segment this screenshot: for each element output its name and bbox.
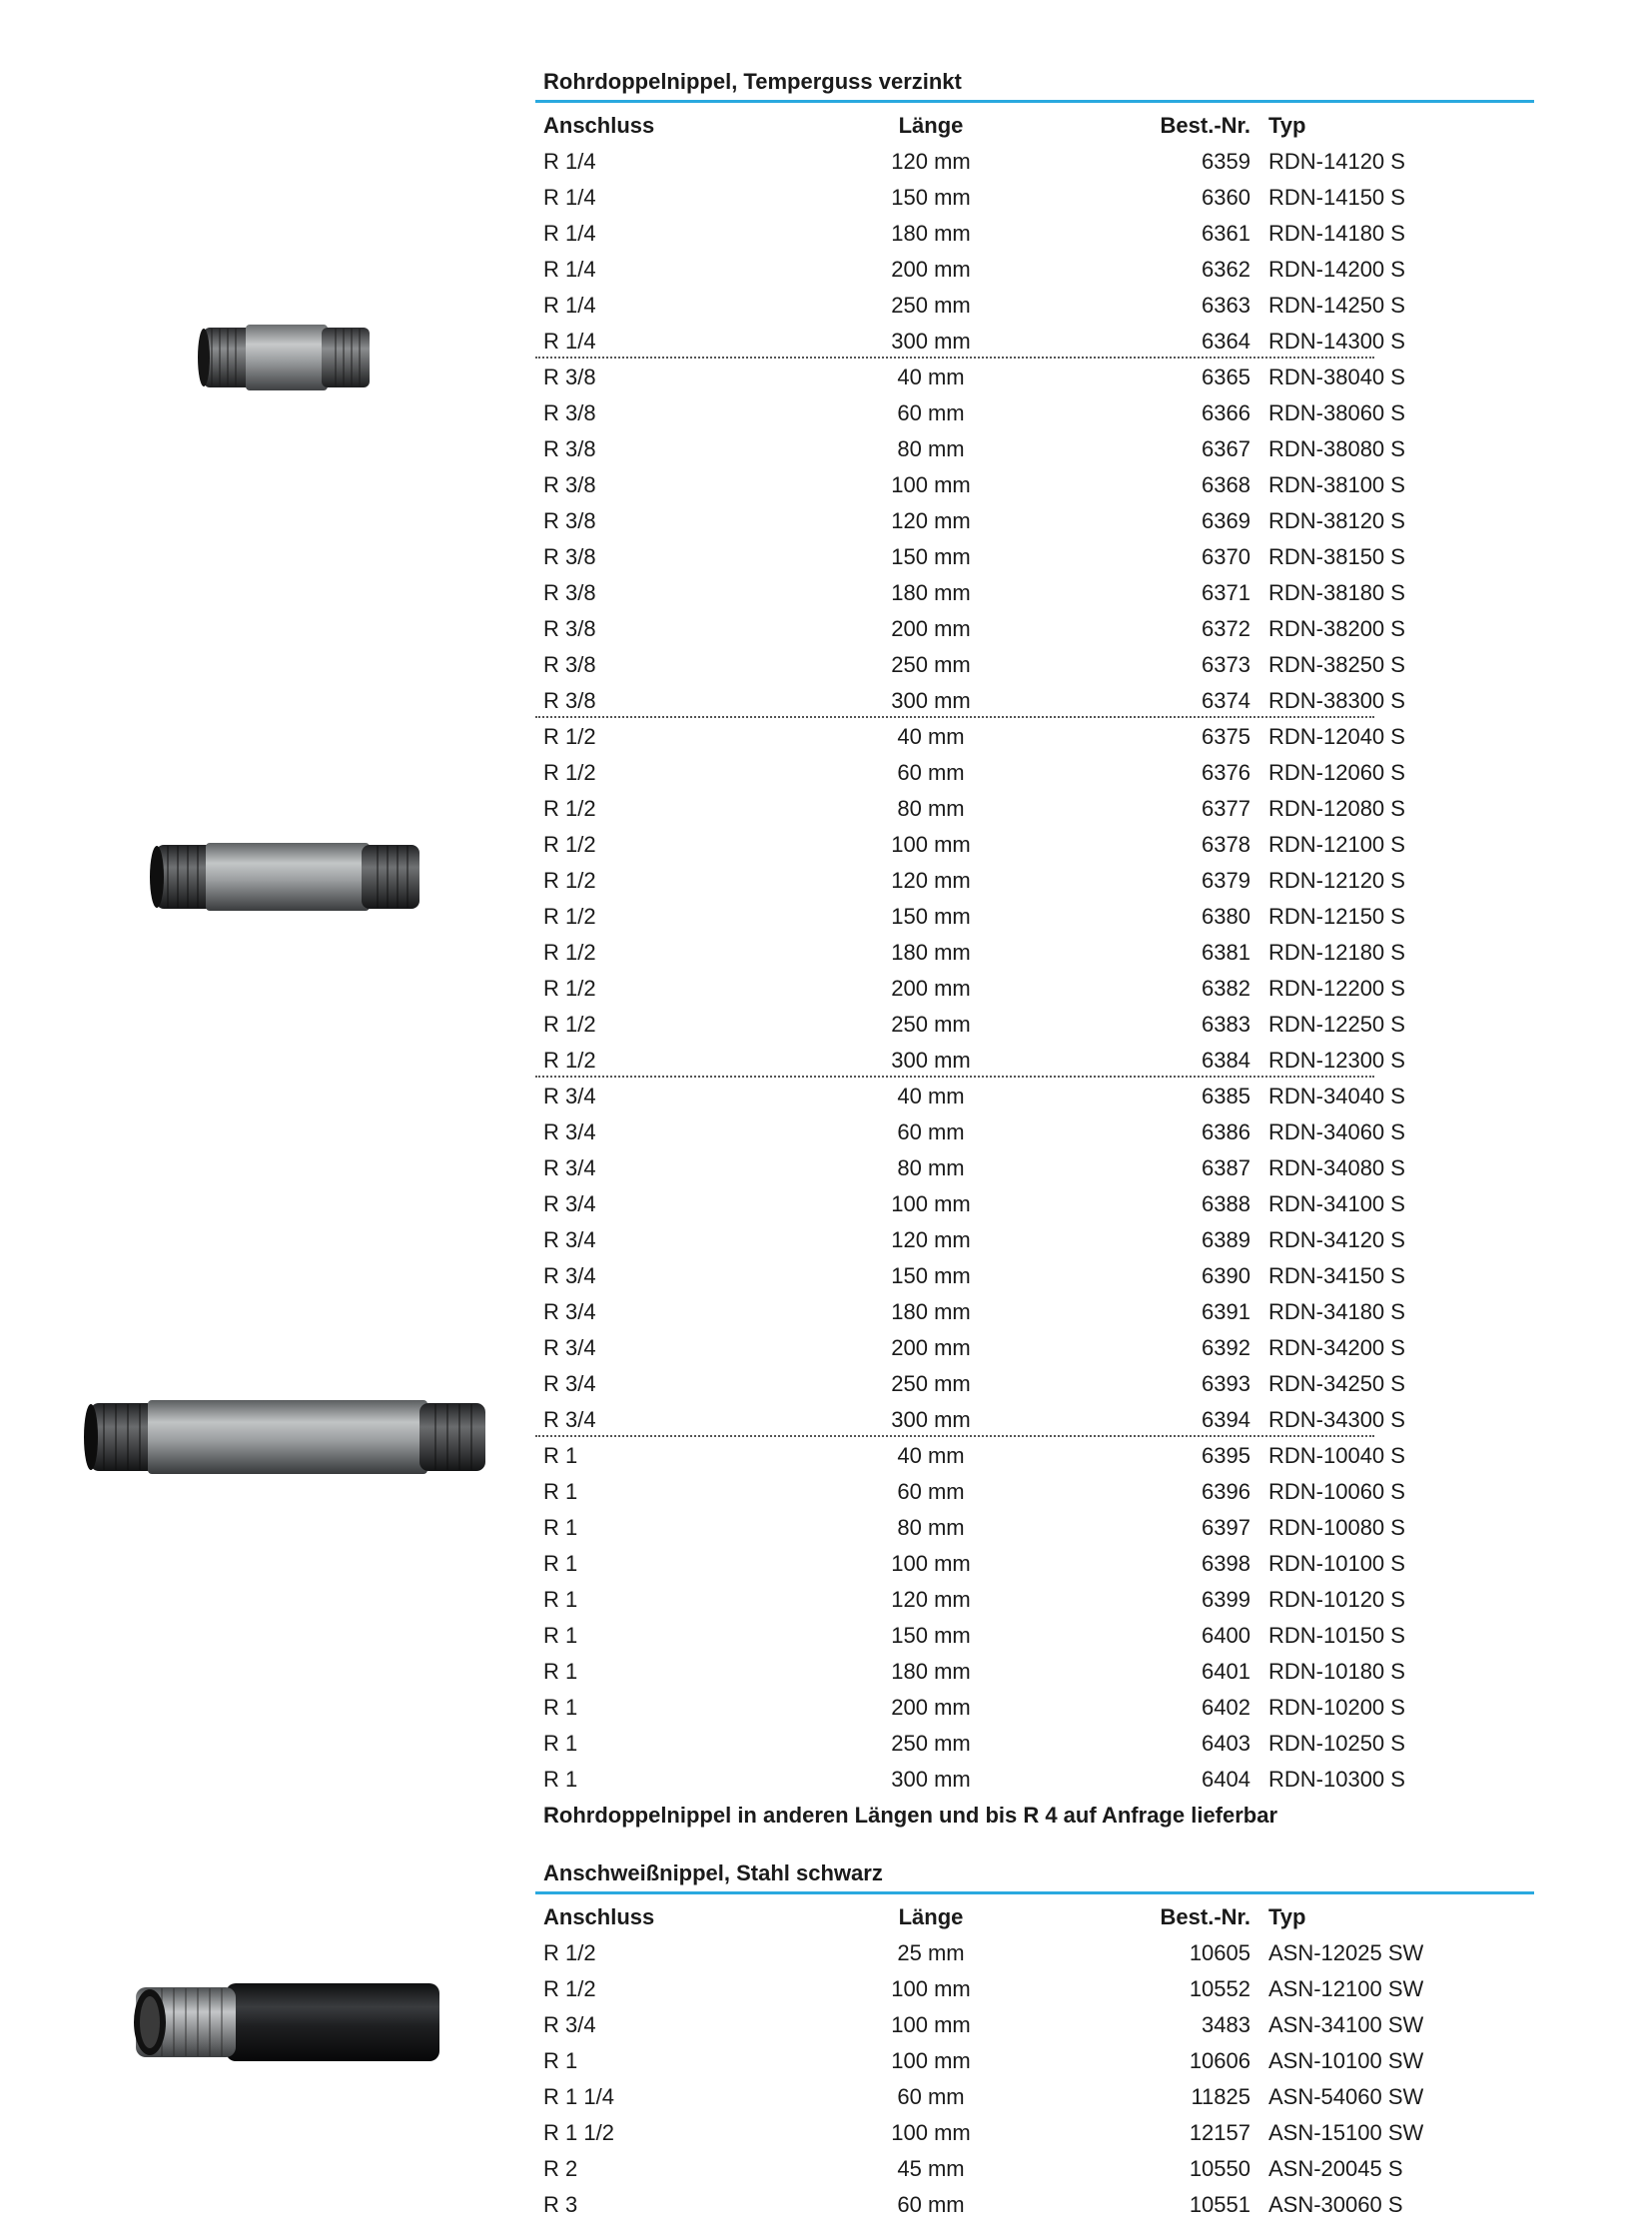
cell-laenge: 120 mm (891, 1587, 971, 1612)
cell-laenge: 150 mm (891, 1623, 971, 1648)
availability-note: Rohrdoppelnippel in anderen Längen und bis R 4 auf Anfrage lieferbar (543, 1803, 1278, 1828)
cell-anschluss: R 1 (543, 1515, 578, 1540)
cell-laenge: 250 mm (891, 1731, 971, 1756)
header-typ: Typ (1268, 1904, 1306, 1929)
cell-anschluss: R 1/2 (543, 1048, 596, 1073)
cell-typ: RDN-34040 S (1268, 1084, 1405, 1109)
cell-anschluss: R 3/8 (543, 436, 596, 461)
cell-typ: RDN-38040 S (1268, 365, 1405, 389)
cell-anschluss: R 3/4 (543, 1119, 596, 1144)
cell-anschluss: R 1 (543, 1479, 578, 1504)
table-row (535, 1043, 1534, 1079)
cell-bestnr: 6395 (1202, 1443, 1250, 1468)
header-typ: Typ (1268, 113, 1306, 138)
cell-anschluss: R 1 1/2 (543, 2120, 614, 2145)
cell-typ: RDN-38200 S (1268, 616, 1405, 641)
cell-laenge: 150 mm (891, 544, 971, 569)
cell-bestnr: 6378 (1202, 832, 1250, 857)
cell-laenge: 100 mm (891, 1191, 971, 1216)
cell-anschluss: R 1/4 (543, 329, 596, 354)
table-row (535, 647, 1534, 683)
cell-typ: RDN-12040 S (1268, 724, 1405, 749)
cell-typ: RDN-38060 S (1268, 400, 1405, 425)
cell-laenge: 100 mm (891, 1976, 971, 2001)
cell-bestnr: 6381 (1202, 940, 1250, 965)
cell-bestnr: 6383 (1202, 1012, 1250, 1037)
table-row (535, 1258, 1534, 1294)
cell-anschluss: R 3/8 (543, 365, 596, 389)
cell-bestnr: 6366 (1202, 400, 1250, 425)
table-row (535, 1726, 1534, 1762)
table-row (535, 683, 1534, 719)
cell-bestnr: 6359 (1202, 149, 1250, 174)
cell-bestnr: 6398 (1202, 1551, 1250, 1576)
cell-typ: RDN-38080 S (1268, 436, 1405, 461)
cell-typ: RDN-10040 S (1268, 1443, 1405, 1468)
cell-anschluss: R 2 (543, 2156, 578, 2181)
cell-laenge: 40 mm (897, 365, 965, 389)
cell-laenge: 250 mm (891, 1012, 971, 1037)
galvanized-long-nipple-icon (82, 1394, 493, 1480)
table-row (535, 216, 1534, 252)
table-row (535, 431, 1534, 467)
cell-laenge: 80 mm (897, 1515, 965, 1540)
cell-laenge: 200 mm (891, 1335, 971, 1360)
cell-bestnr: 6392 (1202, 1335, 1250, 1360)
header-anschluss: Anschluss (543, 1904, 655, 1929)
cell-typ: RDN-34080 S (1268, 1155, 1405, 1180)
cell-laenge: 180 mm (891, 580, 971, 605)
cell-anschluss: R 1 (543, 1551, 578, 1576)
cell-typ: RDN-34200 S (1268, 1335, 1405, 1360)
cell-typ: RDN-34060 S (1268, 1119, 1405, 1144)
cell-typ: RDN-14300 S (1268, 329, 1405, 354)
cell-typ: RDN-14150 S (1268, 185, 1405, 210)
cell-anschluss: R 1 (543, 1659, 578, 1684)
cell-anschluss: R 3/4 (543, 1227, 596, 1252)
table-row (535, 324, 1534, 360)
cell-bestnr: 6369 (1202, 508, 1250, 533)
cell-anschluss: R 3/4 (543, 1371, 596, 1396)
cell-bestnr: 6404 (1202, 1767, 1250, 1792)
header-laenge: Länge (898, 113, 964, 138)
title-rule (535, 1891, 1534, 1894)
table-row (535, 1762, 1534, 1798)
cell-typ: ASN-15100 SW (1268, 2120, 1424, 2145)
cell-typ: RDN-10300 S (1268, 1767, 1405, 1792)
cell-bestnr: 6372 (1202, 616, 1250, 641)
table-row (535, 395, 1534, 431)
table-row (535, 899, 1534, 935)
cell-bestnr: 6377 (1202, 796, 1250, 821)
cell-bestnr: 6384 (1202, 1048, 1250, 1073)
cell-anschluss: R 1/4 (543, 293, 596, 318)
cell-anschluss: R 3/4 (543, 1263, 596, 1288)
table-row (535, 1582, 1534, 1618)
cell-typ: RDN-12080 S (1268, 796, 1405, 821)
cell-bestnr: 6371 (1202, 580, 1250, 605)
cell-anschluss: R 1/2 (543, 1012, 596, 1037)
table-row (535, 611, 1534, 647)
cell-typ: RDN-12060 S (1268, 760, 1405, 785)
cell-typ: RDN-10180 S (1268, 1659, 1405, 1684)
cell-anschluss: R 1 (543, 1623, 578, 1648)
table-row (535, 1114, 1534, 1150)
cell-typ: RDN-38120 S (1268, 508, 1405, 533)
cell-bestnr: 6382 (1202, 976, 1250, 1001)
cell-typ: RDN-38100 S (1268, 472, 1405, 497)
cell-bestnr: 6370 (1202, 544, 1250, 569)
cell-bestnr: 6401 (1202, 1659, 1250, 1684)
cell-anschluss: R 1/4 (543, 185, 596, 210)
cell-laenge: 100 mm (891, 472, 971, 497)
table-row (535, 1079, 1534, 1114)
cell-laenge: 40 mm (897, 724, 965, 749)
cell-laenge: 250 mm (891, 652, 971, 677)
cell-laenge: 120 mm (891, 149, 971, 174)
table-row (535, 1150, 1534, 1186)
cell-anschluss: R 3/8 (543, 544, 596, 569)
header-bestnr: Best.-Nr. (1160, 1904, 1250, 1929)
galvanized-medium-nipple-icon (148, 837, 427, 917)
cell-anschluss: R 1 (543, 1731, 578, 1756)
cell-bestnr: 6397 (1202, 1515, 1250, 1540)
table-row (535, 467, 1534, 503)
cell-typ: RDN-12100 S (1268, 832, 1405, 857)
cell-laenge: 120 mm (891, 868, 971, 893)
cell-laenge: 100 mm (891, 832, 971, 857)
cell-laenge: 300 mm (891, 1407, 971, 1432)
table-row (535, 1935, 1534, 1971)
cell-laenge: 100 mm (891, 2012, 971, 2037)
cell-typ: ASN-34100 SW (1268, 2012, 1424, 2037)
cell-bestnr: 6385 (1202, 1084, 1250, 1109)
cell-anschluss: R 1/2 (543, 724, 596, 749)
cell-bestnr: 6360 (1202, 185, 1250, 210)
cell-bestnr: 6388 (1202, 1191, 1250, 1216)
table-row (535, 252, 1534, 288)
cell-laenge: 150 mm (891, 185, 971, 210)
cell-laenge: 200 mm (891, 257, 971, 282)
black-steel-weld-nipple-icon (128, 1977, 447, 2067)
cell-typ: RDN-10060 S (1268, 1479, 1405, 1504)
cell-anschluss: R 3/4 (543, 1191, 596, 1216)
table-row (535, 360, 1534, 395)
cell-bestnr: 6391 (1202, 1299, 1250, 1324)
cell-bestnr: 6376 (1202, 760, 1250, 785)
cell-anschluss: R 3/8 (543, 508, 596, 533)
table-row (535, 971, 1534, 1007)
galvanized-short-nipple-icon (194, 320, 380, 395)
cell-bestnr: 12157 (1189, 2120, 1250, 2145)
cell-laenge: 100 mm (891, 1551, 971, 1576)
table-row (535, 935, 1534, 971)
header-bestnr: Best.-Nr. (1160, 113, 1250, 138)
cell-laenge: 60 mm (897, 2084, 965, 2109)
cell-bestnr: 11825 (1191, 2084, 1250, 2109)
cell-typ: RDN-14200 S (1268, 257, 1405, 282)
cell-typ: RDN-34300 S (1268, 1407, 1405, 1432)
cell-typ: RDN-14250 S (1268, 293, 1405, 318)
cell-typ: RDN-34250 S (1268, 1371, 1405, 1396)
group-separator (535, 357, 1374, 359)
table-row (535, 503, 1534, 539)
cell-anschluss: R 3/8 (543, 652, 596, 677)
cell-laenge: 150 mm (891, 904, 971, 929)
table-row (535, 1690, 1534, 1726)
cell-bestnr: 6399 (1202, 1587, 1250, 1612)
cell-anschluss: R 3/4 (543, 1155, 596, 1180)
table-header (535, 108, 1534, 144)
table-row (535, 1007, 1534, 1043)
cell-typ: ASN-12100 SW (1268, 1976, 1424, 2001)
cell-laenge: 120 mm (891, 1227, 971, 1252)
cell-anschluss: R 3/8 (543, 472, 596, 497)
cell-bestnr: 6374 (1202, 688, 1250, 713)
cell-anschluss: R 3/4 (543, 1407, 596, 1432)
cell-laenge: 200 mm (891, 1695, 971, 1720)
cell-typ: RDN-12180 S (1268, 940, 1405, 965)
cell-bestnr: 6403 (1202, 1731, 1250, 1756)
cell-anschluss: R 1/4 (543, 221, 596, 246)
table-row (535, 1222, 1534, 1258)
table-row (535, 1186, 1534, 1222)
cell-bestnr: 6389 (1202, 1227, 1250, 1252)
cell-bestnr: 6402 (1202, 1695, 1250, 1720)
table-row (535, 2043, 1534, 2079)
cell-anschluss: R 1/2 (543, 760, 596, 785)
cell-bestnr: 6363 (1202, 293, 1250, 318)
cell-typ: RDN-34100 S (1268, 1191, 1405, 1216)
cell-laenge: 45 mm (897, 2156, 965, 2181)
cell-bestnr: 6387 (1202, 1155, 1250, 1180)
cell-anschluss: R 1/2 (543, 1940, 596, 1965)
cell-bestnr: 6368 (1202, 472, 1250, 497)
cell-typ: RDN-10200 S (1268, 1695, 1405, 1720)
table-row (535, 1402, 1534, 1438)
table-row (535, 863, 1534, 899)
cell-anschluss: R 1/2 (543, 940, 596, 965)
cell-anschluss: R 1/2 (543, 832, 596, 857)
cell-laenge: 300 mm (891, 688, 971, 713)
cell-anschluss: R 3 (543, 2192, 578, 2217)
cell-bestnr: 10550 (1189, 2156, 1250, 2181)
cell-anschluss: R 1 (543, 1767, 578, 1792)
cell-bestnr: 6394 (1202, 1407, 1250, 1432)
cell-laenge: 80 mm (897, 436, 965, 461)
cell-anschluss: R 3/8 (543, 580, 596, 605)
cell-typ: RDN-34120 S (1268, 1227, 1405, 1252)
section-title: Rohrdoppelnippel, Temperguss verzinkt (543, 69, 962, 94)
table-row (535, 791, 1534, 827)
cell-laenge: 100 mm (891, 2120, 971, 2145)
cell-anschluss: R 3/8 (543, 400, 596, 425)
cell-laenge: 120 mm (891, 508, 971, 533)
cell-bestnr: 6373 (1202, 652, 1250, 677)
cell-bestnr: 10606 (1189, 2048, 1250, 2073)
cell-laenge: 80 mm (897, 796, 965, 821)
cell-laenge: 60 mm (897, 760, 965, 785)
section-title: Anschweißnippel, Stahl schwarz (543, 1860, 883, 1885)
cell-typ: ASN-54060 SW (1268, 2084, 1424, 2109)
cell-anschluss: R 1/2 (543, 796, 596, 821)
cell-bestnr: 10605 (1189, 1940, 1250, 1965)
cell-bestnr: 6361 (1202, 221, 1250, 246)
table-row (535, 1654, 1534, 1690)
cell-typ: RDN-12150 S (1268, 904, 1405, 929)
table-row (535, 1366, 1534, 1402)
cell-anschluss: R 1 1/4 (543, 2084, 614, 2109)
table-row (535, 575, 1534, 611)
cell-anschluss: R 1 (543, 1695, 578, 1720)
cell-laenge: 100 mm (891, 2048, 971, 2073)
table-row (535, 827, 1534, 863)
cell-typ: RDN-38150 S (1268, 544, 1405, 569)
cell-bestnr: 6362 (1202, 257, 1250, 282)
cell-bestnr: 6367 (1202, 436, 1250, 461)
cell-bestnr: 6379 (1202, 868, 1250, 893)
table-row (535, 719, 1534, 755)
cell-typ: RDN-34150 S (1268, 1263, 1405, 1288)
cell-typ: RDN-10100 S (1268, 1551, 1405, 1576)
table-row (535, 288, 1534, 324)
table-row (535, 1474, 1534, 1510)
cell-laenge: 80 mm (897, 1155, 965, 1180)
table-row (535, 1971, 1534, 2007)
cell-anschluss: R 3/4 (543, 1084, 596, 1109)
table-row (535, 1330, 1534, 1366)
cell-typ: ASN-10100 SW (1268, 2048, 1424, 2073)
cell-typ: RDN-10080 S (1268, 1515, 1405, 1540)
cell-typ: RDN-14180 S (1268, 221, 1405, 246)
cell-anschluss: R 1/2 (543, 976, 596, 1001)
table-row (535, 1618, 1534, 1654)
cell-typ: RDN-10120 S (1268, 1587, 1405, 1612)
cell-anschluss: R 1/2 (543, 868, 596, 893)
cell-typ: RDN-12120 S (1268, 868, 1405, 893)
cell-bestnr: 6393 (1202, 1371, 1250, 1396)
table-row (535, 2115, 1534, 2151)
cell-laenge: 300 mm (891, 1048, 971, 1073)
cell-laenge: 180 mm (891, 1299, 971, 1324)
cell-laenge: 60 mm (897, 1479, 965, 1504)
cell-bestnr: 6400 (1202, 1623, 1250, 1648)
title-rule (535, 100, 1534, 103)
cell-laenge: 25 mm (897, 1940, 965, 1965)
cell-typ: RDN-14120 S (1268, 149, 1405, 174)
cell-bestnr: 6380 (1202, 904, 1250, 929)
table-row (535, 2187, 1534, 2223)
cell-anschluss: R 1 (543, 1587, 578, 1612)
cell-typ: RDN-10150 S (1268, 1623, 1405, 1648)
cell-typ: RDN-38180 S (1268, 580, 1405, 605)
cell-anschluss: R 3/8 (543, 616, 596, 641)
cell-anschluss: R 3/4 (543, 1335, 596, 1360)
cell-typ: RDN-38300 S (1268, 688, 1405, 713)
cell-laenge: 200 mm (891, 616, 971, 641)
cell-bestnr: 10551 (1189, 2192, 1250, 2217)
cell-typ: ASN-30060 S (1268, 2192, 1403, 2217)
cell-anschluss: R 1/2 (543, 1976, 596, 2001)
table-row (535, 539, 1534, 575)
cell-typ: RDN-12300 S (1268, 1048, 1405, 1073)
cell-bestnr: 6396 (1202, 1479, 1250, 1504)
cell-anschluss: R 1/2 (543, 904, 596, 929)
cell-anschluss: R 3/4 (543, 1299, 596, 1324)
cell-laenge: 250 mm (891, 293, 971, 318)
group-separator (535, 716, 1374, 718)
cell-typ: RDN-34180 S (1268, 1299, 1405, 1324)
cell-bestnr: 6375 (1202, 724, 1250, 749)
cell-laenge: 300 mm (891, 1767, 971, 1792)
cell-typ: RDN-38250 S (1268, 652, 1405, 677)
cell-anschluss: R 1 (543, 2048, 578, 2073)
cell-laenge: 300 mm (891, 329, 971, 354)
table-row (535, 1294, 1534, 1330)
cell-bestnr: 3483 (1202, 2012, 1250, 2037)
cell-laenge: 40 mm (897, 1443, 965, 1468)
cell-typ: RDN-10250 S (1268, 1731, 1405, 1756)
table-row (535, 2079, 1534, 2115)
cell-bestnr: 6364 (1202, 329, 1250, 354)
table-row (535, 1546, 1534, 1582)
table-header (535, 1899, 1534, 1935)
cell-typ: RDN-12250 S (1268, 1012, 1405, 1037)
cell-laenge: 40 mm (897, 1084, 965, 1109)
table-row (535, 2151, 1534, 2187)
cell-bestnr: 6386 (1202, 1119, 1250, 1144)
cell-anschluss: R 3/8 (543, 688, 596, 713)
table-row (535, 1510, 1534, 1546)
cell-laenge: 60 mm (897, 1119, 965, 1144)
table-row (535, 144, 1534, 180)
cell-laenge: 150 mm (891, 1263, 971, 1288)
cell-typ: ASN-12025 SW (1268, 1940, 1424, 1965)
cell-bestnr: 10552 (1189, 1976, 1250, 2001)
cell-laenge: 180 mm (891, 221, 971, 246)
table-row (535, 755, 1534, 791)
cell-laenge: 180 mm (891, 940, 971, 965)
cell-typ: ASN-20045 S (1268, 2156, 1403, 2181)
cell-bestnr: 6365 (1202, 365, 1250, 389)
group-separator (535, 1435, 1374, 1437)
cell-anschluss: R 1/4 (543, 257, 596, 282)
cell-laenge: 200 mm (891, 976, 971, 1001)
table-row (535, 180, 1534, 216)
cell-bestnr: 6390 (1202, 1263, 1250, 1288)
cell-laenge: 180 mm (891, 1659, 971, 1684)
cell-anschluss: R 3/4 (543, 2012, 596, 2037)
cell-laenge: 60 mm (897, 400, 965, 425)
table-row (535, 1438, 1534, 1474)
cell-laenge: 60 mm (897, 2192, 965, 2217)
cell-anschluss: R 1/4 (543, 149, 596, 174)
cell-typ: RDN-12200 S (1268, 976, 1405, 1001)
header-anschluss: Anschluss (543, 113, 655, 138)
group-separator (535, 1076, 1374, 1078)
cell-anschluss: R 1 (543, 1443, 578, 1468)
cell-laenge: 250 mm (891, 1371, 971, 1396)
table-row (535, 2007, 1534, 2043)
header-laenge: Länge (898, 1904, 964, 1929)
